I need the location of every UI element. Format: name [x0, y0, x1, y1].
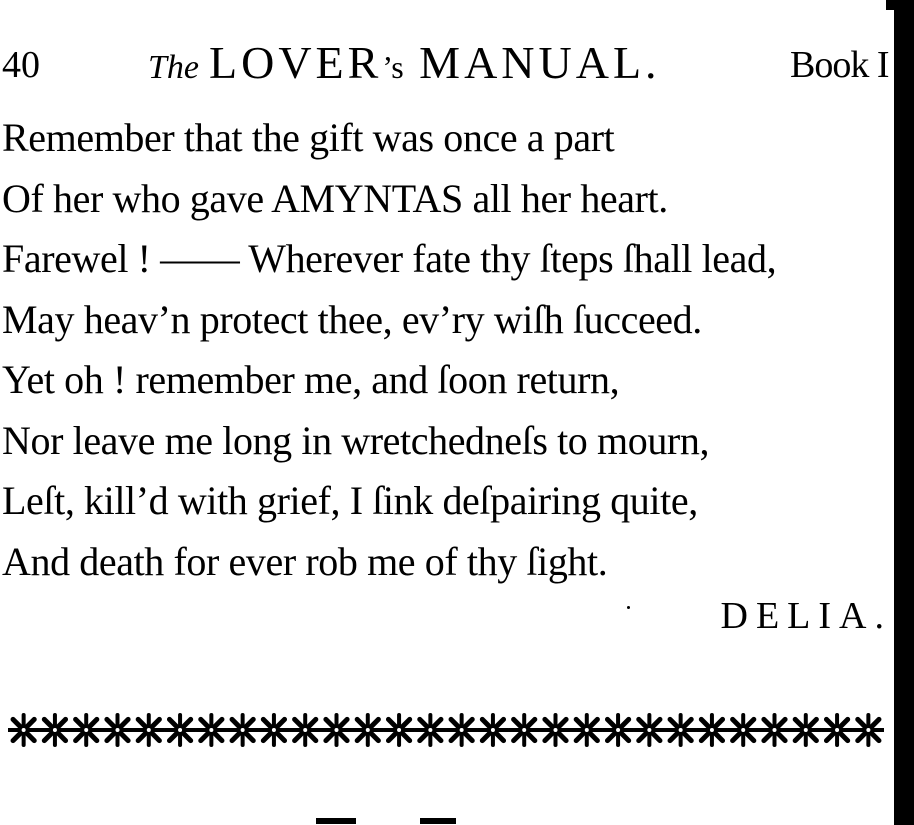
- poem-body: [2, 108, 882, 592]
- ornament-star-icon: [634, 715, 664, 745]
- ornament-star-icon: [791, 715, 821, 745]
- ornament-star-icon: [259, 715, 289, 745]
- ornament-star-icon: [165, 715, 195, 745]
- ornament-star-icon: [697, 715, 727, 745]
- poem-signature: DELIA.: [720, 595, 892, 637]
- poem-line-5: Yet oh ! remember me, and ſoon return,: [2, 357, 620, 402]
- next-heading-fragment: [310, 814, 460, 825]
- ornament-star-icon: [384, 715, 414, 745]
- running-title-lover: LOVER: [209, 37, 383, 88]
- running-title-manual: MANUAL.: [403, 37, 661, 88]
- page-gutter-notch: [886, 0, 894, 10]
- ornament-star-icon: [760, 715, 790, 745]
- book-label: Book I: [790, 44, 889, 86]
- ornament-star-icon: [290, 715, 320, 745]
- page-number: 40: [2, 44, 40, 86]
- ornament-star-icon: [415, 715, 445, 745]
- poem-line-4: May heav’n protect thee, ev’ry wiſh ſucceed.: [2, 296, 702, 342]
- ornament-star-icon: [71, 715, 101, 745]
- ornament-star-icon: [509, 715, 539, 745]
- poem-line-3: Farewel ! —— Wherever fate thy ſteps ſhall lead,: [2, 236, 777, 281]
- ornament-star-icon: [603, 715, 633, 745]
- ink-speck: [627, 606, 630, 609]
- ornament-star-icon: [40, 715, 70, 745]
- poem-line-8: And death for ever rob me of thy ſight.: [2, 538, 608, 584]
- poem-line-2: Of her who gave AMYNTAS all her heart.: [2, 175, 668, 221]
- decorative-ornament-rule: [8, 700, 884, 760]
- running-title: [148, 37, 661, 88]
- ornament-star-icon: [322, 715, 352, 745]
- ornament-star-icon: [447, 715, 477, 745]
- page-gutter-shadow: [894, 0, 914, 825]
- poem-line-6: Nor leave me long in wretchedneſs to mourn,: [2, 417, 710, 463]
- ornament-star-icon: [541, 715, 571, 745]
- ornament-star-icon: [228, 715, 258, 745]
- running-title-the: The: [148, 49, 199, 86]
- ornament-star-icon: [572, 715, 602, 745]
- ornament-star-icon: [853, 715, 883, 745]
- ornament-star-icon: [196, 715, 226, 745]
- ornament-star-icon: [478, 715, 508, 745]
- ornament-star-icon: [134, 715, 164, 745]
- ornament-star-icon: [9, 715, 39, 745]
- ornament-star-icon: [103, 715, 133, 745]
- running-header: [0, 36, 894, 88]
- ornament-star-icon: [822, 715, 852, 745]
- running-title-possessive: ’s: [382, 49, 404, 85]
- ornament-star-icon: [353, 715, 383, 745]
- ornament-star-icon: [666, 715, 696, 745]
- ornament-star-icon: [728, 715, 758, 745]
- poem-line-1: Remember that the gift was once a part: [2, 115, 615, 160]
- poem-line-7: Leſt, kill’d with grief, I ſink deſpairing quite,: [2, 478, 698, 523]
